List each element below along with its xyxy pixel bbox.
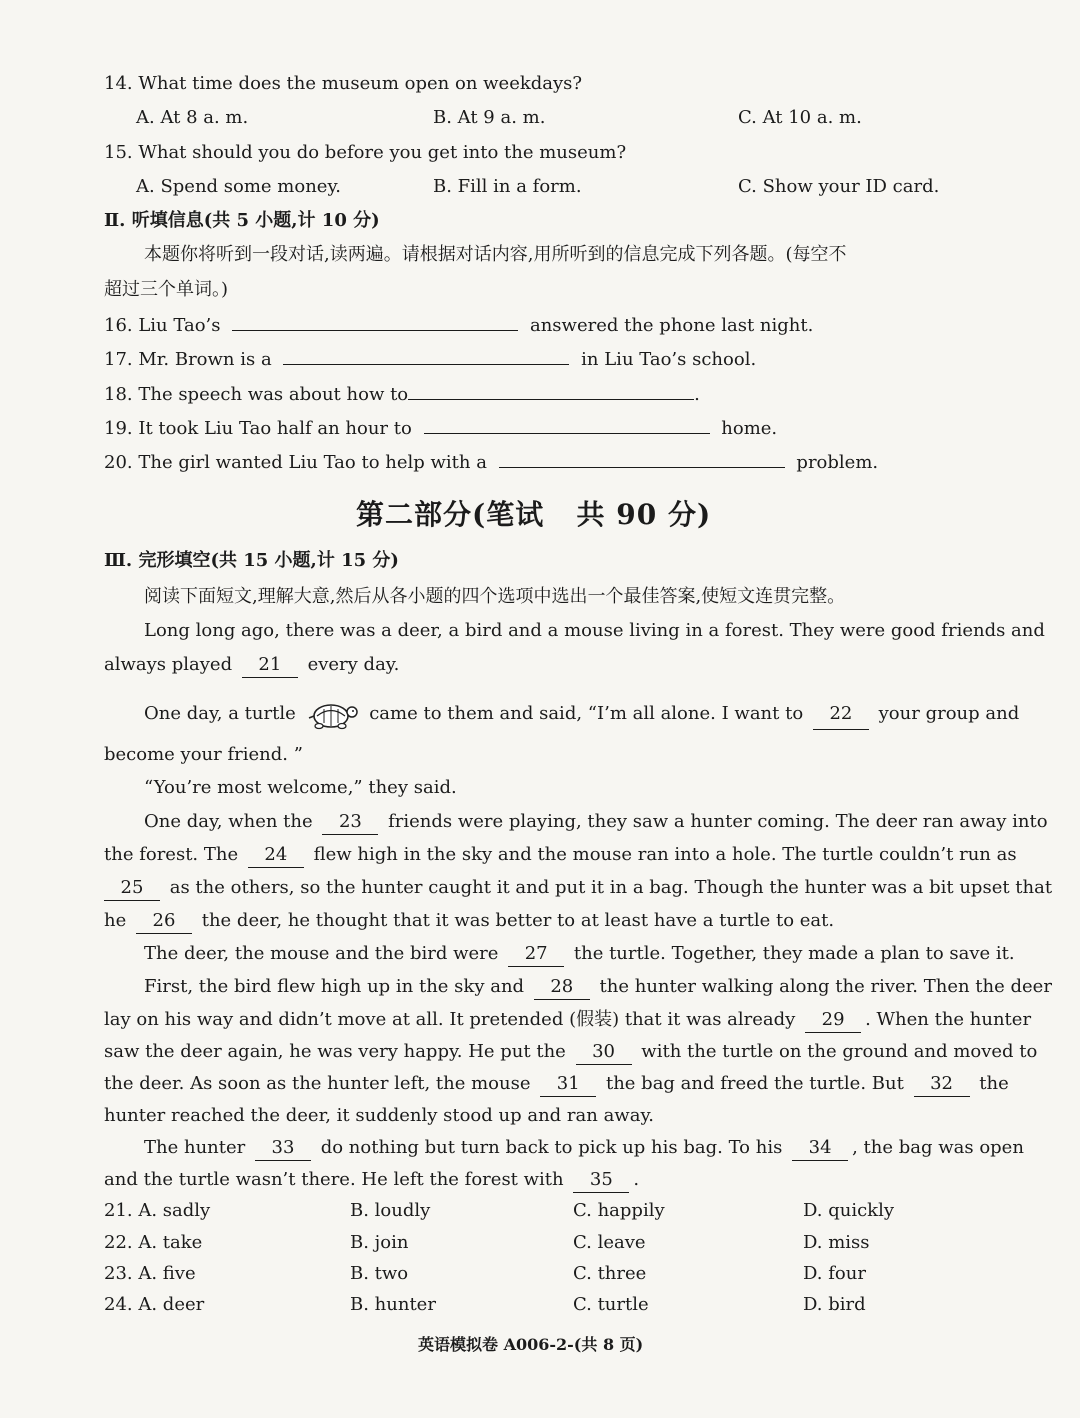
passage-p1-line2 [104,653,399,678]
fill-item-19 [104,415,777,441]
passage-p6-line4-post: the [979,1073,1009,1094]
passage-p6-line2-pre: lay on his way and didn’t move at all. It pretended (假装) that it was already [104,1009,796,1030]
fill-item-18-pre: 18. The speech was about how to [104,384,409,405]
section-3-heading: Ⅲ. 完形填空(共 15 小题,计 15 分) [104,550,399,571]
passage-p5 [144,942,1015,967]
passage-p7-line1-mid: do nothing but turn back to pick up his bag. To his [320,1137,783,1158]
fill-item-19-post: home. [721,418,778,439]
passage-p4-line1-post: friends were playing, they saw a hunter coming. The deer ran away into [388,811,1048,832]
q23-option-c[interactable]: C. three [573,1263,647,1284]
page-footer: 英语模拟卷 A006-2-(共 8 页) [418,1335,644,1354]
passage-p2-mid: came to them and said, “I’m all alone. I want to [369,703,804,724]
cloze-blank-34[interactable]: 34 [792,1136,848,1161]
q22-option-b[interactable]: B. join [350,1232,409,1253]
q23-option-d[interactable]: D. four [803,1263,866,1284]
turtle-icon [305,697,359,731]
cloze-blank-22[interactable]: 22 [813,699,869,730]
q22-option-a[interactable]: 22. A. take [104,1232,203,1253]
passage-p4-line4-post: the deer, he thought that it was better to at least have a turtle to eat. [201,910,835,931]
answer-blank-16[interactable] [232,312,518,331]
q24-option-a[interactable]: 24. A. deer [104,1294,205,1315]
q24-option-b[interactable]: B. hunter [350,1294,436,1315]
passage-p6-line4-pre: the deer. As soon as the hunter left, the mouse [104,1073,531,1094]
passage-p5-post: the turtle. Together, they made a plan to save it. [573,943,1015,964]
cloze-blank-35[interactable]: 35 [573,1168,629,1193]
passage-p4-line4-pre: he [104,910,127,931]
passage-p2-line1 [144,697,1019,731]
passage-p6-line4-mid: the bag and freed the turtle. But [605,1073,904,1094]
fill-item-20-pre: 20. The girl wanted Liu Tao to help with a [104,452,487,473]
q15-option-a: A. Spend some money. [136,176,341,197]
passage-p4-line1-pre: One day, when the [144,811,313,832]
q15-option-b: B. Fill in a form. [433,176,582,197]
q15-option-c: C. Show your ID card. [738,176,940,197]
q14-option-a: A. At 8 a. m. [136,107,249,128]
q14-option-c: C. At 10 a. m. [738,107,862,128]
q23-option-a[interactable]: 23. A. five [104,1263,196,1284]
passage-p6-line5: hunter reached the deer, it suddenly stood up and ran away. [104,1105,654,1126]
cloze-blank-30[interactable]: 30 [576,1040,632,1065]
fill-item-18-post: . [694,384,700,405]
q24-option-c[interactable]: C. turtle [573,1294,649,1315]
section-2-instructions-line2: 超过三个单词。) [104,279,229,300]
passage-p1-line2-post: every day. [307,654,400,675]
passage-p2-post: your group and [878,703,1020,724]
passage-p6-line1-pre: First, the bird flew high up in the sky and [144,976,525,997]
passage-p6-line1 [144,975,1052,1000]
passage-p7-line1 [144,1136,1024,1161]
passage-p4-line4 [104,909,834,934]
passage-p7-line2-post: . [633,1169,640,1190]
passage-p4-line2 [104,843,1017,868]
passage-p7-line2 [104,1168,639,1193]
q21-option-d[interactable]: D. quickly [803,1200,895,1221]
fill-item-19-pre: 19. It took Liu Tao half an hour to [104,418,412,439]
answer-blank-19[interactable] [424,415,710,434]
cloze-blank-33[interactable]: 33 [255,1136,311,1161]
q22-option-d[interactable]: D. miss [803,1232,870,1253]
q21-option-a[interactable]: 21. A. sadly [104,1200,211,1221]
fill-item-16-pre: 16. Liu Tao’s [104,315,221,336]
passage-p3: “You’re most welcome,” they said. [144,777,457,798]
fill-item-18 [104,381,700,407]
passage-p7-line1-post: , the bag was open [852,1137,1024,1158]
passage-p4-line3-post: as the others, so the hunter caught it and put it in a bag. Though the hunter was a bit upset that [169,877,1053,898]
cloze-blank-26[interactable]: 26 [136,909,192,934]
passage-p4-line3 [104,876,1052,901]
answer-blank-20[interactable] [499,449,785,468]
q23-option-b[interactable]: B. two [350,1263,409,1284]
passage-p6-line2 [104,1008,1031,1033]
q14-option-b: B. At 9 a. m. [433,107,546,128]
q22-option-c[interactable]: C. leave [573,1232,646,1253]
passage-p7-line2-pre: and the turtle wasn’t there. He left the forest with [104,1169,564,1190]
fill-item-20 [104,449,878,475]
passage-p6-line1-post: the hunter walking along the river. Then the deer [599,976,1052,997]
q21-option-b[interactable]: B. loudly [350,1200,431,1221]
fill-item-20-post: problem. [796,452,879,473]
fill-item-16-post: answered the phone last night. [529,315,814,336]
passage-p1-line1: Long long ago, there was a deer, a bird and a mouse living in a forest. They were good friends and [144,620,1045,641]
passage-p6-line3-pre: saw the deer again, he was very happy. He put the [104,1041,566,1062]
fill-item-16 [104,312,813,338]
cloze-blank-21[interactable]: 21 [242,653,298,678]
cloze-blank-32[interactable]: 32 [914,1072,970,1097]
passage-p4-line1 [144,810,1048,835]
passage-p6-line4 [104,1072,1009,1097]
fill-item-17-pre: 17. Mr. Brown is a [104,349,272,370]
part-2-title: 第二部分(笔试 共 90 分) [356,498,712,531]
q24-option-d[interactable]: D. bird [803,1294,866,1315]
answer-blank-18[interactable] [408,381,694,400]
passage-p5-pre: The deer, the mouse and the bird were [144,943,499,964]
section-3-instructions: 阅读下面短文,理解大意,然后从各小题的四个选项中选出一个最佳答案,使短文连贯完整。 [144,586,846,607]
passage-p7-line1-pre: The hunter [144,1137,246,1158]
answer-blank-17[interactable] [283,346,569,365]
cloze-blank-31[interactable]: 31 [540,1072,596,1097]
passage-p2-line2: become your friend. ” [104,744,303,765]
cloze-blank-28[interactable]: 28 [534,975,590,1000]
passage-p6-line2-post: . When the hunter [865,1009,1032,1030]
passage-p6-line3 [104,1040,1037,1065]
passage-p4-line2-post: flew high in the sky and the mouse ran into a hole. The turtle couldn’t run as [313,844,1017,865]
passage-p4-line2-pre: the forest. The [104,844,239,865]
passage-p1-line2-pre: always played [104,654,233,675]
cloze-blank-25[interactable]: 25 [104,876,160,901]
fill-item-17 [104,346,756,372]
question-14-stem: 14. What time does the museum open on weekdays? [104,73,583,94]
section-2-instructions-line1: 本题你将听到一段对话,读两遍。请根据对话内容,用所听到的信息完成下列各题。(每空不 [144,244,847,265]
cloze-blank-27[interactable]: 27 [508,942,564,967]
fill-item-17-post: in Liu Tao’s school. [581,349,757,370]
passage-p6-line3-post: with the turtle on the ground and moved to [641,1041,1038,1062]
q21-option-c[interactable]: C. happily [573,1200,665,1221]
cloze-blank-29[interactable]: 29 [805,1008,861,1033]
passage-p2-pre: One day, a turtle [144,703,296,724]
cloze-blank-24[interactable]: 24 [248,843,304,868]
section-2-heading: Ⅱ. 听填信息(共 5 小题,计 10 分) [104,210,380,231]
cloze-blank-23[interactable]: 23 [322,810,378,835]
question-15-stem: 15. What should you do before you get into the museum? [104,142,627,163]
